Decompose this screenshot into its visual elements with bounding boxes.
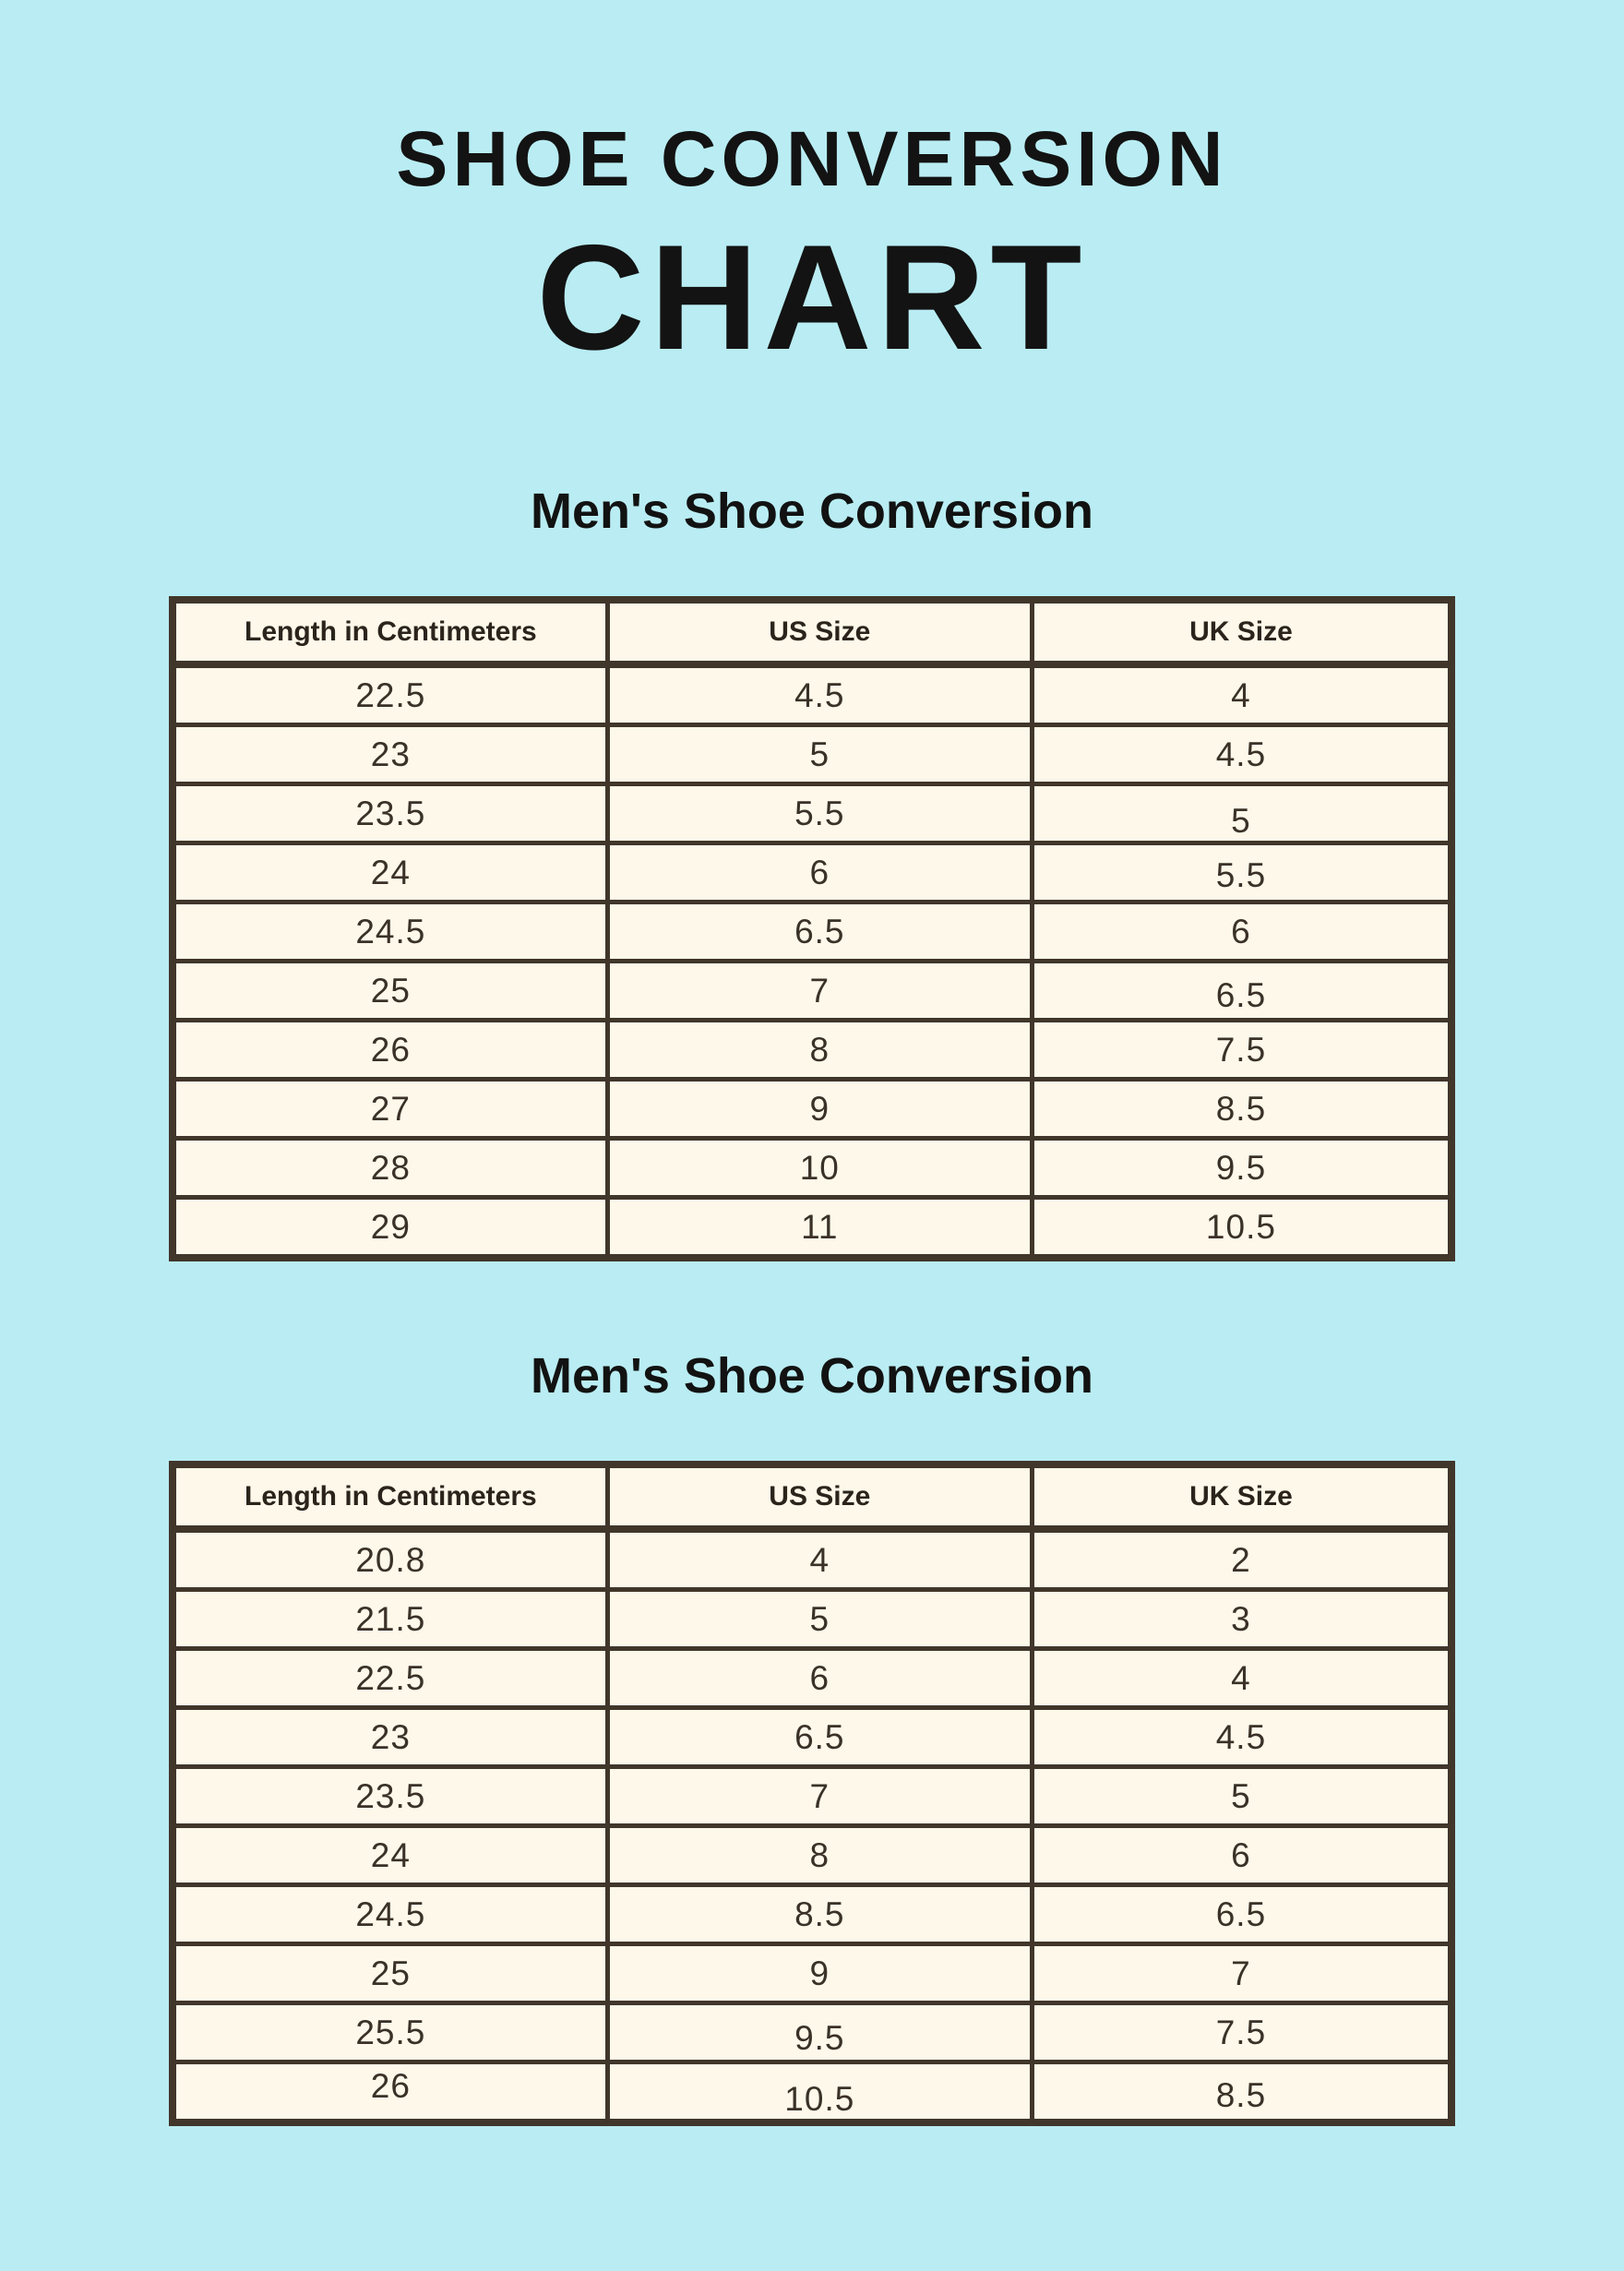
cell-value: 4.5 xyxy=(1215,735,1267,773)
table-row xyxy=(173,962,1451,1021)
cell-value: 7.5 xyxy=(1215,2013,1267,2051)
table-row xyxy=(173,1826,1451,1885)
column-header-length-cm: Length in Centimeters xyxy=(173,600,607,664)
cell-value: 9.5 xyxy=(1215,1148,1267,1187)
table-row xyxy=(173,725,1451,784)
column-header-uk-size: UK Size xyxy=(1032,600,1451,664)
table-row xyxy=(173,1767,1451,1826)
cell-value: 5.5 xyxy=(794,794,845,832)
table-cell xyxy=(173,962,607,1021)
table-cell xyxy=(1032,1021,1451,1080)
cell-value: 6 xyxy=(809,1658,830,1697)
column-header-us-size: US Size xyxy=(607,600,1032,664)
cell-value: 24.5 xyxy=(355,1894,426,1933)
cell-value: 25 xyxy=(370,1954,411,1992)
cell-value: 2 xyxy=(1231,1540,1251,1579)
cell-value: 20.8 xyxy=(355,1540,426,1579)
table-cell xyxy=(1032,1590,1451,1649)
table-cell xyxy=(173,1708,607,1767)
table-cell xyxy=(1032,2003,1451,2062)
table-cell xyxy=(607,2003,1032,2062)
cell-value: 8 xyxy=(809,1835,830,1874)
section-title-mens-conversion-2: Men's Shoe Conversion xyxy=(531,1348,1093,1404)
table-cell xyxy=(607,1826,1032,1885)
table-cell xyxy=(607,902,1032,962)
cell-value: 29 xyxy=(370,1207,411,1246)
table-cell xyxy=(607,1529,1032,1590)
table-row xyxy=(173,1198,1451,1259)
table-body-2 xyxy=(173,1529,1451,2122)
table-row xyxy=(173,902,1451,962)
cell-value: 5 xyxy=(809,735,830,773)
cell-value: 24 xyxy=(370,853,411,891)
page-title-line2: CHART xyxy=(536,214,1088,381)
cell-value: 5 xyxy=(809,1599,830,1638)
table-cell xyxy=(1032,1708,1451,1767)
cell-value: 23 xyxy=(370,1717,411,1756)
table-header-row xyxy=(173,1464,1451,1529)
section-title-mens-conversion-1: Men's Shoe Conversion xyxy=(531,484,1093,539)
cell-value: 6.5 xyxy=(1215,975,1267,1014)
cell-value: 6 xyxy=(1231,1835,1251,1874)
table-cell xyxy=(1032,902,1451,962)
cell-value: 7 xyxy=(1231,1954,1251,1992)
table-header-row xyxy=(173,600,1451,664)
cell-value: 4 xyxy=(1231,1658,1251,1697)
table-cell xyxy=(173,1767,607,1826)
cell-value: 23.5 xyxy=(355,794,426,832)
cell-value: 4 xyxy=(1231,675,1251,714)
table-cell xyxy=(1032,1529,1451,1590)
cell-value: 11 xyxy=(801,1207,839,1246)
table-cell xyxy=(173,1529,607,1590)
cell-value: 26 xyxy=(370,2066,411,2105)
table-cell xyxy=(1032,725,1451,784)
table-row xyxy=(173,843,1451,902)
table-cell xyxy=(1032,664,1451,725)
table-cell xyxy=(607,1080,1032,1139)
column-header-us-size: US Size xyxy=(607,1464,1032,1529)
table-cell xyxy=(173,1139,607,1198)
cell-value: 4 xyxy=(809,1540,830,1579)
cell-value: 6.5 xyxy=(1215,1894,1267,1933)
table-cell xyxy=(1032,2062,1451,2123)
table-cell xyxy=(173,902,607,962)
table-body-1 xyxy=(173,664,1451,1258)
table-cell xyxy=(173,2003,607,2062)
table-cell xyxy=(173,1080,607,1139)
table-cell xyxy=(1032,1885,1451,1944)
cell-value: 27 xyxy=(370,1089,411,1128)
table-cell xyxy=(607,1139,1032,1198)
table-cell xyxy=(173,1826,607,1885)
cell-value: 6.5 xyxy=(794,1717,845,1756)
table-cell xyxy=(607,2062,1032,2123)
cell-value: 10 xyxy=(799,1148,840,1187)
mens-shoe-conversion-table-1 xyxy=(169,596,1455,1261)
table-cell xyxy=(607,664,1032,725)
table-cell xyxy=(1032,843,1451,902)
table-row xyxy=(173,1529,1451,1590)
table-cell xyxy=(1032,1080,1451,1139)
table-cell xyxy=(1032,1826,1451,1885)
cell-value: 23 xyxy=(370,735,411,773)
cell-value: 24.5 xyxy=(355,912,426,950)
cell-value: 9 xyxy=(809,1954,830,1992)
mens-shoe-conversion-table-2 xyxy=(169,1461,1455,2126)
table-row xyxy=(173,2062,1451,2123)
cell-value: 24 xyxy=(370,1835,411,1874)
table-row xyxy=(173,1021,1451,1080)
cell-value: 28 xyxy=(370,1148,411,1187)
cell-value: 10.5 xyxy=(1205,1207,1276,1246)
cell-value: 25 xyxy=(370,971,411,1010)
table-row xyxy=(173,1590,1451,1649)
cell-value: 5 xyxy=(1231,801,1251,840)
table-row xyxy=(173,1649,1451,1708)
table-row xyxy=(173,1080,1451,1139)
table-cell xyxy=(607,1944,1032,2003)
table-cell xyxy=(173,843,607,902)
cell-value: 8 xyxy=(809,1030,830,1069)
cell-value: 7 xyxy=(809,1776,830,1815)
table-row xyxy=(173,1139,1451,1198)
cell-value: 4.5 xyxy=(794,675,845,714)
cell-value: 6.5 xyxy=(794,912,845,950)
column-header-length-cm: Length in Centimeters xyxy=(173,1464,607,1529)
table-cell xyxy=(1032,1198,1451,1259)
table-cell xyxy=(607,1198,1032,1259)
table-cell xyxy=(173,1944,607,2003)
cell-value: 25.5 xyxy=(355,2013,426,2051)
table-cell xyxy=(1032,1139,1451,1198)
table-row xyxy=(173,2003,1451,2062)
table-cell xyxy=(607,784,1032,843)
table-cell xyxy=(607,1021,1032,1080)
table-cell xyxy=(1032,1649,1451,1708)
table-cell xyxy=(607,1767,1032,1826)
cell-value: 4.5 xyxy=(1215,1717,1267,1756)
table-cell xyxy=(1032,784,1451,843)
cell-value: 8.5 xyxy=(1215,1089,1267,1128)
column-header-uk-size: UK Size xyxy=(1032,1464,1451,1529)
table-cell xyxy=(607,843,1032,902)
table-header-row-1 xyxy=(173,600,1451,664)
cell-value: 7 xyxy=(809,971,830,1010)
cell-value: 26 xyxy=(370,1030,411,1069)
table-cell xyxy=(173,1649,607,1708)
cell-value: 8.5 xyxy=(794,1894,845,1933)
table-cell xyxy=(173,1590,607,1649)
table-cell xyxy=(607,962,1032,1021)
cell-value: 22.5 xyxy=(355,1658,426,1697)
page-title-line1: SHOE CONVERSION xyxy=(396,115,1228,202)
cell-value: 8.5 xyxy=(1215,2075,1267,2114)
cell-value: 3 xyxy=(1231,1599,1251,1638)
cell-value: 6 xyxy=(809,853,830,891)
table-cell xyxy=(173,1198,607,1259)
table-cell xyxy=(173,784,607,843)
cell-value: 7.5 xyxy=(1215,1030,1267,1069)
table-row xyxy=(173,784,1451,843)
cell-value: 5.5 xyxy=(1215,855,1267,894)
table-row xyxy=(173,1885,1451,1944)
cell-value: 21.5 xyxy=(355,1599,426,1638)
table-cell xyxy=(173,664,607,725)
table-cell xyxy=(173,1021,607,1080)
table-row xyxy=(173,1944,1451,2003)
table-cell xyxy=(1032,1767,1451,1826)
table-row xyxy=(173,1708,1451,1767)
cell-value: 10.5 xyxy=(784,2079,855,2118)
table-cell xyxy=(607,1885,1032,1944)
cell-value: 9 xyxy=(809,1089,830,1128)
table-cell xyxy=(607,1708,1032,1767)
cell-value: 23.5 xyxy=(355,1776,426,1815)
table-cell xyxy=(607,1649,1032,1708)
table-cell xyxy=(1032,1944,1451,2003)
table-cell xyxy=(1032,962,1451,1021)
table-cell xyxy=(173,725,607,784)
table-row xyxy=(173,664,1451,725)
cell-value: 9.5 xyxy=(794,2018,845,2057)
cell-value: 5 xyxy=(1231,1776,1251,1815)
table-cell xyxy=(173,2062,607,2123)
cell-value: 22.5 xyxy=(355,675,426,714)
table-header-row-2 xyxy=(173,1464,1451,1529)
cell-value: 6 xyxy=(1231,912,1251,950)
table-cell xyxy=(173,1885,607,1944)
table-cell xyxy=(607,1590,1032,1649)
table-cell xyxy=(607,725,1032,784)
